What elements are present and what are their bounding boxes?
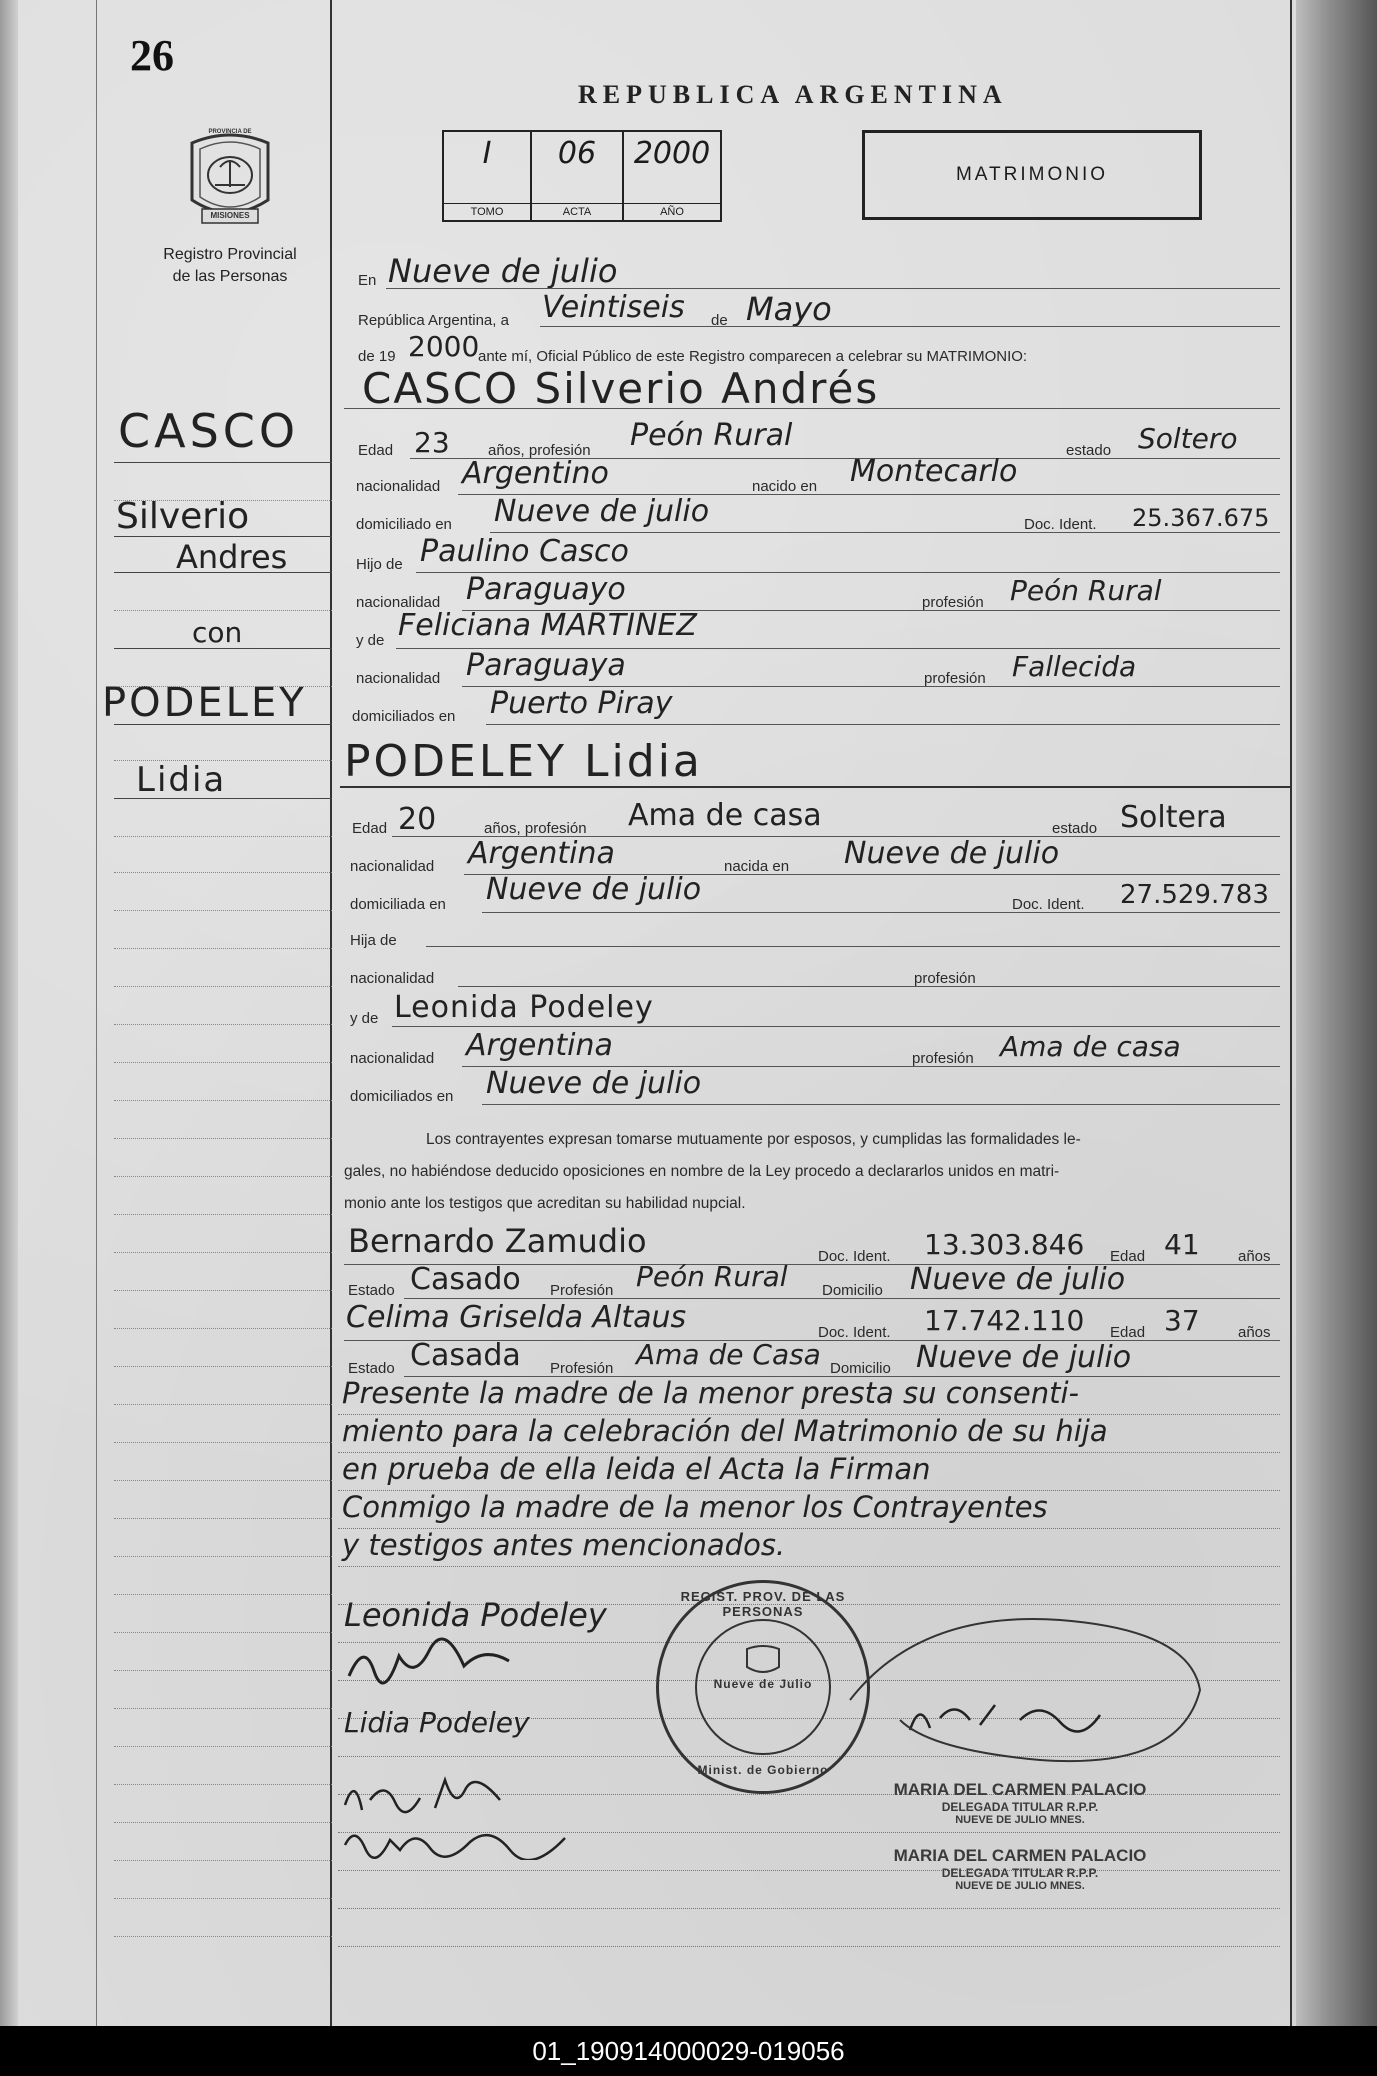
margin-connector: con [192,616,243,649]
bride-profession: Ama de casa [628,798,822,833]
marg-rule [114,686,332,687]
witness1-age: 41 [1164,1228,1200,1261]
day-value: Veintiseis [542,290,685,325]
marg-rule [114,948,332,949]
republic-label: República Argentina, a [358,312,509,329]
groom-profesion-label: años, profesión [488,442,591,459]
rule [426,946,1280,947]
declaration-line: gales, no habiéndose deducido oposiciones en nombre de la Ley procedo a declararlos unidos en matri- [344,1163,1060,1180]
marg-rule [114,1898,332,1899]
emblem-top-text: PROVINCIA DE [208,129,252,135]
tomo-cell [444,132,532,220]
declaration-text [344,1124,1284,1220]
file-code-bar: 01_190914000029-019056 [0,2026,1377,2076]
bride-age: 20 [398,802,437,837]
bride-edad-label: Edad [352,820,388,837]
groom-doc: 25.367.675 [1132,504,1270,532]
witness1-profession: Peón Rural [636,1260,788,1293]
marg-rule [114,1480,332,1481]
en-label: En [358,272,377,289]
marg-rule [114,1214,332,1215]
witness1-name: Bernardo Zamudio [348,1222,647,1260]
bride-mother-label: y de [350,1010,379,1027]
acta-value: 06 [557,136,597,171]
marg-rule [114,1518,332,1519]
official-stamp-title: DELEGADA TITULAR R.P.P. [941,1800,1099,1814]
registry-label [120,244,340,288]
margin-groom-surname: CASCO [118,404,300,458]
margin-line-left [96,0,97,2026]
witness2-age: 37 [1164,1304,1200,1337]
groom-nationality: Argentino [462,456,609,491]
note-line: en prueba de ella leida el Acta la Firman [342,1452,931,1486]
groom-father-prof-label: profesión [922,594,984,611]
groom-mother-profession: Fallecida [1012,650,1137,683]
witness1-anos-label: años [1238,1248,1271,1265]
marg-rule [114,1100,332,1101]
marg-rule [114,610,332,611]
signature-mother: Leonida Podeley [344,1596,607,1634]
witness2-doc: 17.742.110 [924,1304,1085,1337]
rule [458,986,1280,987]
witness2-profession: Ama de Casa [636,1338,821,1371]
marg-rule [114,500,332,501]
dotrule [338,1946,1280,1947]
groom-birthplace: Montecarlo [850,454,1018,489]
marg-rule [114,1328,332,1329]
round-stamp [656,1580,870,1794]
groom-father-nat-label: nacionalidad [356,594,441,611]
marg-rule [114,872,332,873]
groom-domicilio-label: domiciliado en [356,516,452,533]
round-stamp-bottom-text: Minist. de Gobierno [697,1763,829,1777]
rule [482,912,1280,913]
witness1-estado-label: Estado [348,1282,395,1299]
witness2-anos-label: años [1238,1324,1271,1341]
marg-rule [114,1404,332,1405]
witness2-doc-label: Doc. Ident. [818,1324,891,1341]
marg-rule [114,1746,332,1747]
stamp-emblem-icon [743,1645,783,1675]
bride-domicile: Nueve de julio [486,872,702,907]
groom-age: 23 [414,426,450,459]
bride-estado-label: estado [1052,820,1098,837]
marg-rule [114,910,332,911]
groom-father-profession: Peón Rural [1010,574,1162,607]
marg-rule [114,1290,332,1291]
groom-profession: Peón Rural [630,418,793,453]
marg-rule [114,1784,332,1785]
groom-parents-domicile: Puerto Piray [490,686,673,721]
de-label: de [711,312,728,329]
round-stamp-inner-text: Nueve de Julio [713,1677,813,1691]
bride-hija-label: Hija de [350,932,397,949]
official-stamp-name: MARIA DEL CARMEN PALACIO [893,1780,1147,1799]
tomo-value: I [482,136,492,171]
record-number-box [442,130,722,222]
acta-label: ACTA [532,203,622,218]
official-stamp-place: NUEVE DE JULIO MNES. [955,1880,1085,1892]
bride-birthplace: Nueve de julio [844,836,1060,871]
margin-bride-surname: PODELEY [102,680,307,726]
year-prefix: de 19 [358,348,396,365]
groom-father: Paulino Casco [420,534,629,569]
bride-mother-nat-label: nacionalidad [350,1050,435,1067]
witness2-profesion-label: Profesión [550,1360,614,1377]
country-title: REPUBLICA ARGENTINA [578,80,1008,109]
rule [114,798,332,799]
groom-parents-dom-label: domiciliados en [352,708,456,725]
rule [404,1298,1280,1299]
acta-cell [532,132,624,220]
signature-witness2 [340,1820,580,1860]
bride-doc: 27.529.783 [1120,880,1269,910]
rule [540,326,1280,327]
official-stamp-name: MARIA DEL CARMEN PALACIO [893,1846,1147,1865]
witness2-domicile: Nueve de julio [916,1340,1132,1375]
marg-rule [114,760,332,761]
groom-name: CASCO Silverio Andrés [362,364,880,413]
bride-father-nat-label: nacionalidad [350,970,435,987]
registry-line-2: de las Personas [172,268,288,285]
marg-rule [114,1024,332,1025]
witness2-domicilio-label: Domicilio [830,1360,891,1377]
marg-rule [114,1670,332,1671]
note-line: Presente la madre de la menor presta su consenti- [342,1376,1079,1410]
rule [392,1026,1280,1027]
groom-domicile: Nueve de julio [494,494,710,529]
bride-doc-label: Doc. Ident. [1012,896,1085,913]
signature-witness1 [340,1770,540,1820]
bride-mother-profession: Ama de casa [1000,1030,1181,1063]
groom-status: Soltero [1138,422,1238,455]
witness1-domicilio-label: Domicilio [822,1282,883,1299]
bride-parents-domicile: Nueve de julio [486,1066,702,1101]
marg-rule [114,1822,332,1823]
emblem-bottom-text: MISIONES [210,211,250,220]
marg-rule [114,836,332,837]
bride-mother-nationality: Argentina [466,1028,613,1063]
groom-hijo-label: Hijo de [356,556,403,573]
rule [114,648,332,649]
bride-parents-dom-label: domiciliados en [350,1088,454,1105]
witness1-doc-label: Doc. Ident. [818,1248,891,1265]
page-number: 26 [130,31,174,80]
marg-rule [114,1632,332,1633]
signature-loop [840,1600,1220,1780]
marg-rule [114,986,332,987]
marg-rule [114,1594,332,1595]
bride-domicilio-label: domiciliada en [350,896,446,913]
witness1-edad-label: Edad [1110,1248,1146,1265]
note-line: y testigos antes mencionados. [342,1528,786,1562]
bride-mother: Leonida Podeley [394,990,654,1025]
official-stamp-2 [860,1846,1180,1892]
book-binding [0,0,18,2026]
round-stamp-outer-text: REGIST. PROV. DE LAS PERSONAS [680,1589,846,1619]
groom-nacionalidad-label: nacionalidad [356,478,441,495]
bride-name: PODELEY Lidia [344,736,703,787]
bride-profesion-label: años, profesión [484,820,587,837]
official-stamp-1 [860,1780,1180,1826]
declaration-line: monio ante los testigos que acreditan su habilidad nupcial. [344,1195,746,1212]
witness1-status: Casado [410,1262,521,1297]
marg-rule [114,1062,332,1063]
marg-rule [114,1252,332,1253]
official-stamp-title: DELEGADA TITULAR R.P.P. [941,1866,1099,1880]
witness1-doc: 13.303.846 [924,1228,1085,1261]
rule [114,462,332,463]
margin-bride-given: Lidia [136,760,227,800]
marg-rule [114,1936,332,1937]
marg-rule [114,1366,332,1367]
month-value: Mayo [746,290,832,328]
signature-bride: Lidia Podeley [344,1706,530,1739]
bride-nationality: Argentina [468,836,615,871]
witness2-estado-label: Estado [348,1360,395,1377]
tomo-label: TOMO [444,203,530,218]
bride-father-prof-label: profesión [914,970,976,987]
margin-groom-given2: Andres [176,538,288,576]
groom-father-nationality: Paraguayo [466,572,626,607]
rule [482,1104,1280,1105]
bride-nacionalidad-label: nacionalidad [350,858,435,875]
groom-doc-label: Doc. Ident. [1024,516,1097,533]
place-value: Nueve de julio [388,252,618,290]
rule [114,724,332,725]
rule [114,536,332,537]
year-label: AÑO [624,203,720,218]
margin-separator [330,0,332,2026]
marg-rule [114,1556,332,1557]
year-value: 2000 [633,136,711,171]
record-type-box: MATRIMONIO [862,130,1202,220]
witness2-name: Celima Griselda Altaus [346,1300,687,1335]
marg-rule [114,1442,332,1443]
note-line: miento para la celebración del Matrimonio de su hija [342,1414,1108,1448]
marg-rule [114,1860,332,1861]
rule [344,408,1280,409]
bride-mother-prof-label: profesión [912,1050,974,1067]
groom-nacido-label: nacido en [752,478,818,495]
marg-rule [114,1176,332,1177]
year-cell [624,132,720,220]
groom-mother-label: y de [356,632,385,649]
rule [490,532,1280,533]
declaration-line: Los contrayentes expresan tomarse mutuamente por esposos, y cumplidas las formalidades le- [426,1131,1081,1148]
page-edge [1296,0,1377,2026]
rule [386,288,1280,289]
marg-rule [114,1708,332,1709]
right-border [1290,0,1292,2026]
dotrule [338,1566,1280,1567]
witness1-domicile: Nueve de julio [910,1262,1126,1297]
year-handwritten: 2000 [408,330,480,363]
provincial-emblem [180,125,280,235]
groom-edad-label: Edad [358,442,394,459]
statement-text: ante mí, Oficial Público de este Registro comparecen a celebrar su MATRIMONIO: [478,348,1028,365]
signature-scribble [344,1636,514,1686]
groom-mother-prof-label: profesión [924,670,986,687]
dotrule [338,1908,1280,1909]
marg-rule [114,1138,332,1139]
witness1-profesion-label: Profesión [550,1282,614,1299]
groom-mother-nationality: Paraguaya [466,648,626,683]
groom-mother: Feliciana MARTINEZ [398,608,697,643]
witness2-edad-label: Edad [1110,1324,1146,1341]
registry-line-1: Registro Provincial [163,246,297,263]
official-stamp-place: NUEVE DE JULIO MNES. [955,1814,1085,1826]
rule [486,724,1280,725]
rule [340,786,1290,788]
groom-estado-label: estado [1066,442,1112,459]
margin-groom-given: Silverio [116,496,250,537]
groom-mother-nat-label: nacionalidad [356,670,441,687]
bride-status: Soltera [1120,800,1227,835]
bride-nacida-label: nacida en [724,858,790,875]
rule [114,572,332,573]
note-line: Conmigo la madre de la menor los Contrayentes [342,1490,1048,1524]
witness2-status: Casada [410,1338,521,1373]
